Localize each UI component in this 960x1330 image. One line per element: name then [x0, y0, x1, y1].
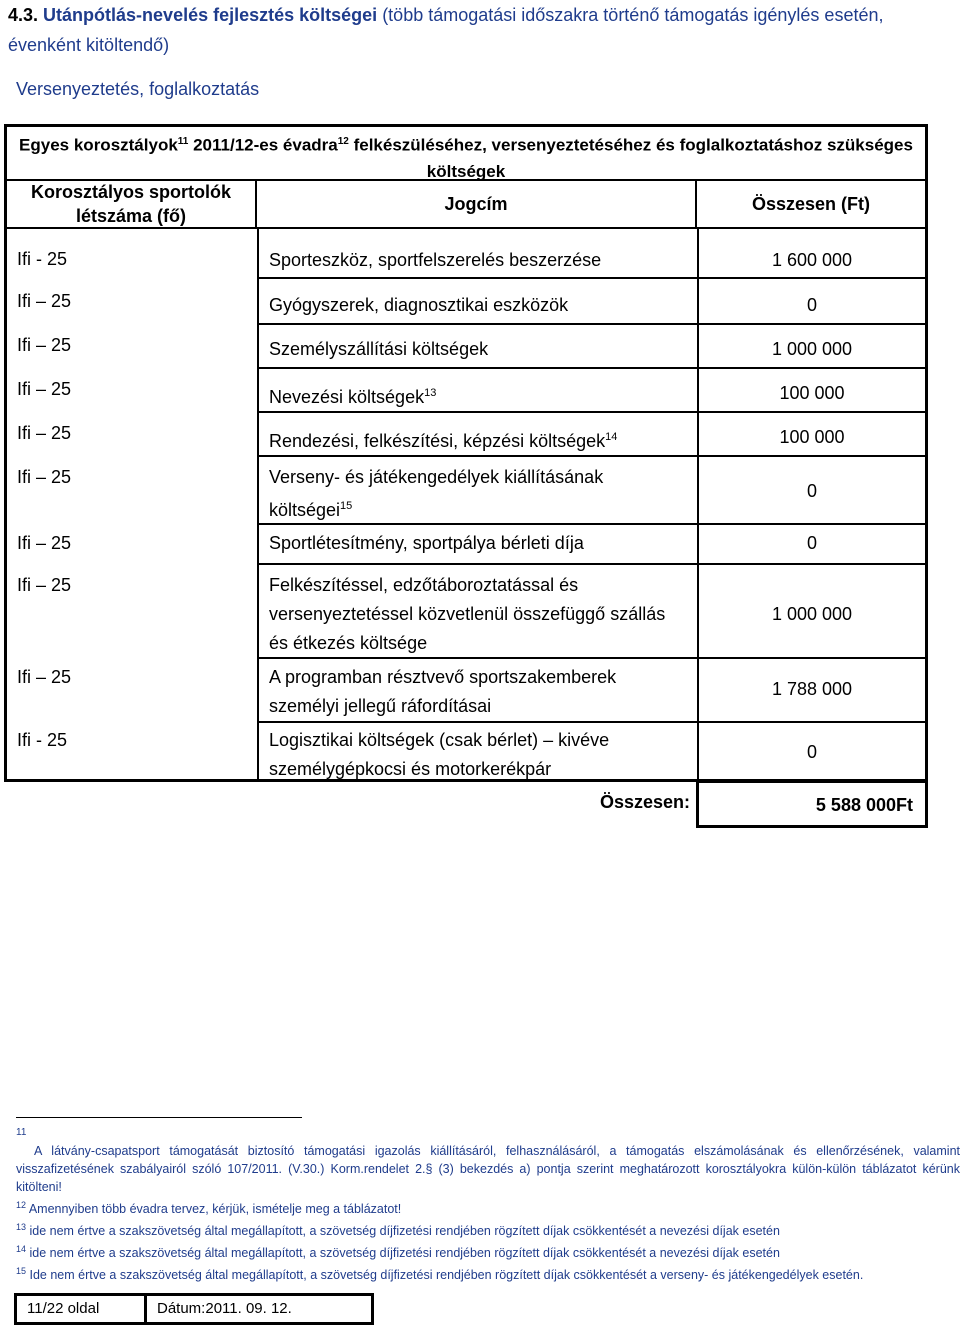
- row-amount: 0: [806, 295, 817, 315]
- row-age: Ifi – 25: [17, 467, 72, 487]
- row-divider: [257, 657, 925, 659]
- row-title: Sporteszköz, sportfelszerelés beszerzése: [269, 250, 602, 270]
- row-age: Ifi – 25: [17, 667, 72, 687]
- section-number: 4.3.: [8, 5, 39, 25]
- section-title: Utánpótlás-nevelés fejlesztés költségei: [43, 5, 378, 25]
- row-title: A programban résztvevő sportszakemberek személyi jellegű ráfordításai: [269, 667, 617, 716]
- row-divider: [257, 523, 925, 525]
- table-row: [7, 417, 925, 453]
- row-amount: 0: [806, 742, 817, 762]
- footnote-number: 11: [16, 1127, 27, 1138]
- row-amount: 1 788 000: [771, 679, 853, 699]
- cost-table: [4, 124, 928, 782]
- document-date: Dátum:2011. 09. 12.: [157, 1300, 292, 1317]
- row-divider: [257, 563, 925, 565]
- row-amount: 1 600 000: [771, 250, 853, 270]
- row-amount: 100 000: [779, 427, 845, 447]
- row-age: Ifi - 25: [17, 249, 68, 269]
- subheading: Versenyeztetés, foglalkoztatás: [16, 79, 260, 99]
- column-header-title: Jogcím: [257, 181, 697, 229]
- table-row: [7, 569, 925, 657]
- footnote: [16, 1124, 960, 1196]
- footnote: [16, 1196, 960, 1218]
- row-title: Gyógyszerek, diagnosztikai eszközök: [269, 295, 569, 315]
- row-age: Ifi – 25: [17, 379, 72, 399]
- caption-text-1: Egyes korosztályok: [19, 135, 178, 155]
- table-row: [7, 661, 925, 721]
- section-heading: [8, 0, 958, 60]
- footnote-text: A látvány-csapatsport támogatását biztosító támogatási igazolás kiállításáról, felhasználásáról, a támogatás elszámolásának és ellenőrzésének, valamint visszafizetésének szabályairól szóló 107/2011. (V.30.) Korm.rendelet 2.§ (3) bekezdés a) pontja szerint meghatározott korosztályokra külön-külön táblázatot kérünk kitölteni!: [16, 1144, 960, 1194]
- footnote-number: 14: [16, 1244, 27, 1255]
- footnote-text: ide nem értve a szakszövetség által megállapított, a szövetség díjfizetési rendjében rögzített díjak csökkentését a nevezési díjak esetén: [29, 1224, 780, 1239]
- row-divider: [257, 455, 925, 457]
- total-label: Összesen:: [599, 792, 690, 812]
- row-title-text: Nevezési költségek: [269, 387, 425, 407]
- row-title-text: Verseny- és játékengedélyek kiállításának költségei: [269, 467, 604, 520]
- table-row: [7, 373, 925, 409]
- table-row: [7, 527, 925, 563]
- row-amount: 0: [806, 533, 817, 553]
- row-divider: [257, 411, 925, 413]
- row-age: Ifi – 25: [17, 291, 72, 311]
- row-title-sup: 15: [340, 500, 353, 512]
- caption-sup-2: 12: [337, 136, 349, 147]
- row-title: Logisztikai költségek (csak bérlet) – kivéve személygépkocsi és motorkerékpár: [269, 730, 610, 779]
- page-number: 11/22 oldal: [17, 1296, 147, 1322]
- column-header-total: Összesen (Ft): [697, 181, 925, 229]
- table-row: [7, 724, 925, 782]
- caption-sup-1: 11: [177, 136, 189, 147]
- row-title-sup: 14: [605, 431, 618, 443]
- row-age: Ifi - 25: [17, 730, 68, 750]
- row-age: Ifi – 25: [17, 533, 72, 553]
- row-amount: 100 000: [779, 383, 845, 403]
- row-age: Ifi – 25: [17, 423, 72, 443]
- row-amount: 1 000 000: [771, 339, 853, 359]
- row-amount: 1 000 000: [771, 604, 853, 624]
- caption-text-3: felkészüléséhez, versenyeztetéséhez és foglalkoztatáshoz szükséges költségek: [348, 135, 913, 181]
- row-title: Személyszállítási költségek: [269, 339, 489, 359]
- footnote: [16, 1218, 960, 1240]
- row-title: Felkészítéssel, edzőtáboroztatással és versenyeztetéssel közvetlenül összefüggő szállás és étkezés költsége: [269, 575, 666, 653]
- footnote-text: ide nem értve a szakszövetség által megállapított, a szövetség díjfizetési rendjében rögzített díjak csökkentését a nevezési díjak esetén: [29, 1246, 780, 1261]
- footnote: [16, 1240, 960, 1262]
- total-value: 5 588 000Ft: [696, 780, 928, 828]
- table-row: [7, 243, 925, 279]
- row-title: Sportlétesítmény, sportpálya bérleti díja: [269, 533, 584, 553]
- table-row: [7, 285, 925, 321]
- table-row: [7, 329, 925, 365]
- footnotes: [16, 1124, 960, 1285]
- row-divider: [257, 367, 925, 369]
- footnote-number: 13: [16, 1222, 27, 1233]
- footnote-text: Ide nem értve a szakszövetség által megállapított, a szövetség díjfizetési rendjében rögzített díjak csökkentését a verseny- és játékengedélyek esetén.: [29, 1268, 864, 1283]
- row-title-sup: 13: [424, 387, 437, 399]
- footnote-number: 12: [16, 1200, 27, 1210]
- row-age: Ifi – 25: [17, 335, 72, 355]
- table-caption: [7, 127, 925, 181]
- table-row: [7, 461, 925, 523]
- caption-text-2: 2011/12-es évadra: [188, 135, 338, 155]
- footnote-number: 15: [16, 1266, 27, 1277]
- row-title-text: Rendezési, felkészítési, képzési költségek: [269, 431, 606, 451]
- row-divider: [257, 721, 925, 723]
- section-note: (több támogatási időszakra történő támogatás igénylés esetén, évenként kitöltendő): [8, 5, 884, 55]
- row-amount: 0: [806, 481, 817, 501]
- row-title: [269, 379, 689, 412]
- column-header-age: Korosztályos sportolók létszáma (fő): [7, 181, 257, 229]
- row-title: [269, 463, 629, 525]
- footnote: [16, 1262, 960, 1284]
- row-age: Ifi – 25: [17, 575, 72, 595]
- footnote-text: Amennyiben több évadra tervez, kérjük, ismételje meg a táblázatot!: [28, 1202, 402, 1217]
- row-divider: [257, 323, 925, 325]
- footnote-separator: [16, 1117, 302, 1118]
- row-title: [269, 423, 689, 456]
- row-divider: [257, 277, 925, 279]
- page-footer: [14, 1293, 374, 1325]
